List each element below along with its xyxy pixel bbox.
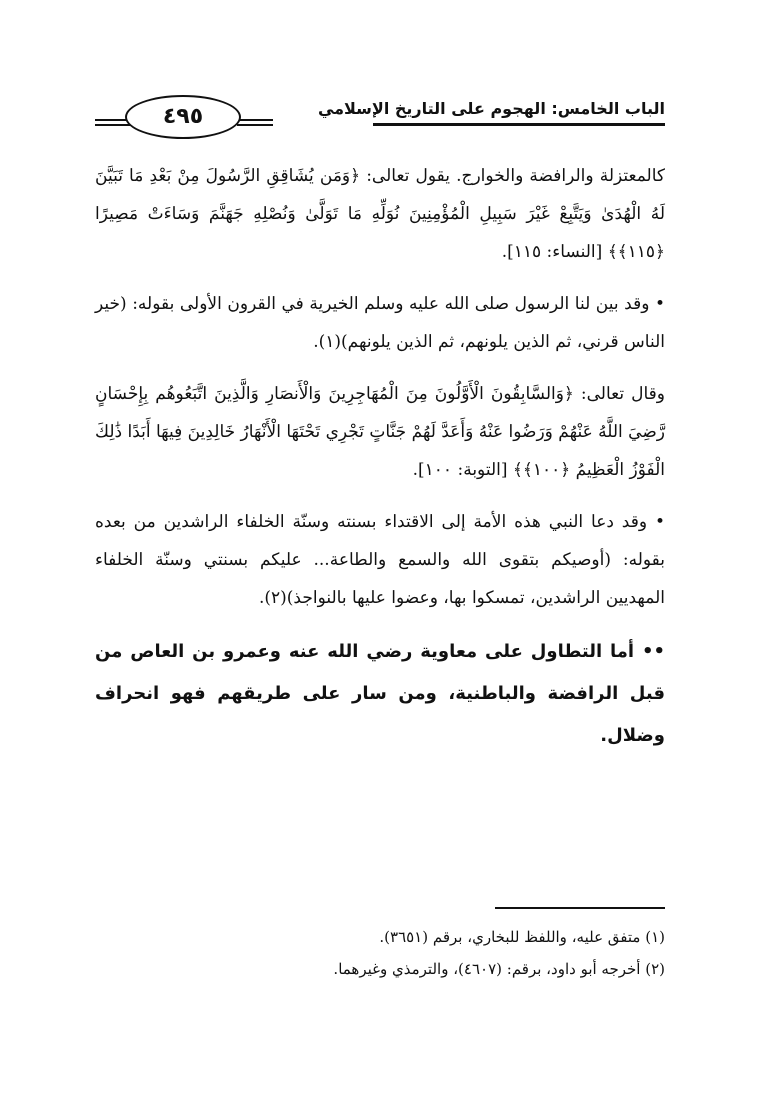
page-body <box>95 157 665 771</box>
page-header <box>95 95 665 145</box>
footnote-rule <box>495 907 665 909</box>
page-number: ٤٩٥ <box>125 95 241 139</box>
header-rule-mid <box>237 119 273 121</box>
header-rule <box>373 123 665 126</box>
footnote-1: (١) متفق عليه، واللفظ للبخاري، برقم (٣٦٥١). <box>379 928 665 946</box>
paragraph-quran-nisa: كالمعتزلة والرافضة والخوارج. يقول تعالى: ﴿وَمَن يُشَاقِقِ الرَّسُولَ مِنْ بَعْدِ مَا تَبَيَّنَ لَهُ الْهُدَىٰ وَيَتَّبِعْ غَيْرَ سَبِيلِ الْمُؤْمِنِينَ نُوَلِّهِ مَا تَوَلَّىٰ وَنُصْلِهِ جَهَنَّمَ وَسَاءَتْ مَصِيرًا ﴿١١٥﴾﴾ [النساء: ١١٥]. <box>95 166 665 262</box>
chapter-title: الباب الخامس: الهجوم على التاريخ الإسلامي <box>317 99 665 118</box>
paragraph-hadith-best-generations: • وقد بين لنا الرسول صلى الله عليه وسلم الخيرية في القرون الأولى بقوله: (خير الناس قرني، ثم الذين يلونهم، ثم الذين يلونهم)(١). <box>95 294 665 352</box>
conclusion-paragraph: •• أما التطاول على معاوية رضي الله عنه وعمرو بن العاص من قبل الرافضة والباطنية، ومن سار على طريقهم فهو انحراف وضلال. <box>95 641 665 746</box>
footnotes <box>95 907 665 985</box>
paragraph-hadith-sunnah: • وقد دعا النبي هذه الأمة إلى الاقتداء بسنته وسنّة الخلفاء الراشدين من بعده بقوله: (أوصيكم بتقوى الله والسمع والطاعة... عليكم بسنتي وسنّة الخلفاء المهديين الراشدين، تمسكوا بها، وعضوا عليها بالنواجذ)(٢). <box>95 512 665 608</box>
paragraph-quran-tawba: وقال تعالى: ﴿وَالسَّابِقُونَ الْأَوَّلُونَ مِنَ الْمُهَاجِرِينَ وَالْأَنصَارِ وَالَّذِينَ اتَّبَعُوهُم بِإِحْسَانٍ رَّضِيَ اللَّهُ عَنْهُمْ وَرَضُوا عَنْهُ وَأَعَدَّ لَهُمْ جَنَّاتٍ تَجْرِي تَحْتَهَا الْأَنْهَارُ خَالِدِينَ فِيهَا أَبَدًا ذَٰلِكَ الْفَوْزُ الْعَظِيمُ ﴿١٠٠﴾﴾ [التوبة: ١٠٠]. <box>95 384 665 480</box>
footnote-2: (٢) أخرجه أبو داود، برقم: (٤٦٠٧)، والترمذي وغيرهما. <box>333 960 665 978</box>
header-rule-mid-2 <box>237 124 273 126</box>
